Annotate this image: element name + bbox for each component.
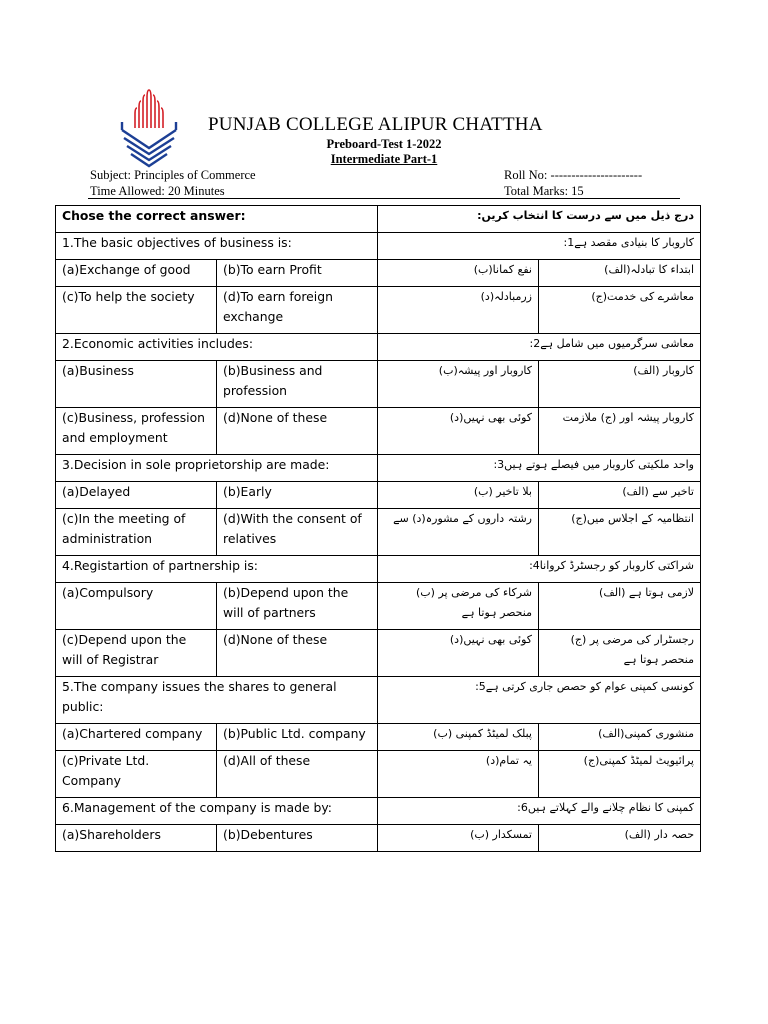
test-title: Preboard-Test 1-2022 bbox=[326, 137, 442, 151]
option-ur-left: کوئی بھی نہیں(د) bbox=[378, 408, 539, 455]
option-en-right: (b)Public Ltd. company bbox=[217, 724, 378, 751]
question-en: 3.Decision in sole proprietorship are made: bbox=[56, 455, 378, 482]
options-row bbox=[56, 361, 701, 408]
option-ur-left: نفع کمانا(ب) bbox=[378, 260, 539, 287]
option-ur-right: ابتداء کا تبادلہ(الف) bbox=[539, 260, 701, 287]
option-en-right: (d)With the consent of relatives bbox=[217, 509, 378, 556]
options-row bbox=[56, 482, 701, 509]
subject-label: Subject: Principles of Commerce bbox=[90, 168, 256, 182]
options-row bbox=[56, 260, 701, 287]
options-row bbox=[56, 287, 701, 334]
options-row bbox=[56, 630, 701, 677]
college-title: PUNJAB COLLEGE ALIPUR CHATTHA bbox=[208, 114, 543, 135]
option-en-right: (b)To earn Profit bbox=[217, 260, 378, 287]
option-en-left: (a)Shareholders bbox=[56, 825, 217, 852]
option-ur-left: بلا تاخیر (ب) bbox=[378, 482, 539, 509]
question-row bbox=[56, 334, 701, 361]
option-en-left: (a)Compulsory bbox=[56, 583, 217, 630]
option-en-right: (b)Business and profession bbox=[217, 361, 378, 408]
option-ur-left: شرکاء کی مرضی پر (ب) منحصر ہوتا ہے bbox=[378, 583, 539, 630]
option-en-left: (c)In the meeting of administration bbox=[56, 509, 217, 556]
instruction-en: Chose the correct answer: bbox=[56, 206, 378, 233]
options-row bbox=[56, 825, 701, 852]
question-ur: کاروبار کا بنیادی مقصد ہے1: bbox=[378, 233, 701, 260]
option-en-left: (a)Chartered company bbox=[56, 724, 217, 751]
option-ur-right: تاخیر سے (الف) bbox=[539, 482, 701, 509]
options-row bbox=[56, 751, 701, 798]
option-ur-right: پرائیویٹ لمیٹڈ کمپنی(ج) bbox=[539, 751, 701, 798]
option-ur-left: تمسکدار (ب) bbox=[378, 825, 539, 852]
option-en-right: (b)Depend upon the will of partners bbox=[217, 583, 378, 630]
question-en: 1.The basic objectives of business is: bbox=[56, 233, 378, 260]
option-ur-left: زرمبادلہ(د) bbox=[378, 287, 539, 334]
option-ur-right: لازمی ہوتا ہے (الف) bbox=[539, 583, 701, 630]
question-ur: معاشی سرگرمیوں میں شامل ہے2: bbox=[378, 334, 701, 361]
option-en-right: (b)Debentures bbox=[217, 825, 378, 852]
question-row bbox=[56, 677, 701, 724]
option-ur-right: کاروبار (الف) bbox=[539, 361, 701, 408]
options-row bbox=[56, 724, 701, 751]
mcq-table bbox=[55, 205, 701, 852]
option-en-right: (b)Early bbox=[217, 482, 378, 509]
question-en: 2.Economic activities includes: bbox=[56, 334, 378, 361]
total-marks-label: Total Marks: 15 bbox=[504, 184, 584, 198]
instruction-row bbox=[56, 206, 701, 233]
time-allowed-label: Time Allowed: 20 Minutes bbox=[90, 184, 225, 198]
question-ur: کمپنی کا نظام چلانے والے کہلاتے ہیں6: bbox=[378, 798, 701, 825]
question-ur: کونسی کمپنی عوام کو حصص جاری کرتی ہے5: bbox=[378, 677, 701, 724]
roll-no-label: Roll No: ---------------------- bbox=[504, 168, 643, 182]
question-row bbox=[56, 556, 701, 583]
question-ur: واحد ملکیتی کاروبار میں فیصلے ہوتے ہیں3: bbox=[378, 455, 701, 482]
option-en-left: (c)Depend upon the will of Registrar bbox=[56, 630, 217, 677]
options-row bbox=[56, 408, 701, 455]
question-en: 4.Registartion of partnership is: bbox=[56, 556, 378, 583]
option-ur-left: کاروبار اور پیشہ(ب) bbox=[378, 361, 539, 408]
option-ur-left: کوئی بھی نہیں(د) bbox=[378, 630, 539, 677]
option-ur-left: پبلک لمیٹڈ کمپنی (ب) bbox=[378, 724, 539, 751]
option-ur-right: کاروبار پیشہ اور (ج) ملازمت bbox=[539, 408, 701, 455]
header-divider bbox=[88, 198, 680, 199]
instruction-ur: درج ذیل میں سے درست کا انتخاب کریں: bbox=[378, 206, 701, 233]
option-en-left: (c)Business, profession and employment bbox=[56, 408, 217, 455]
option-en-left: (a)Exchange of good bbox=[56, 260, 217, 287]
question-en: 5.The company issues the shares to general public: bbox=[56, 677, 378, 724]
question-ur: شراکتی کاروبار کو رجسٹرڈ کروانا4: bbox=[378, 556, 701, 583]
question-row bbox=[56, 233, 701, 260]
option-ur-right: رجسٹرار کی مرضی پر (ج) منحصر ہوتا ہے bbox=[539, 630, 701, 677]
option-en-left: (a)Business bbox=[56, 361, 217, 408]
options-row bbox=[56, 583, 701, 630]
option-en-left: (c)To help the society bbox=[56, 287, 217, 334]
option-ur-right: انتظامیہ کے اجلاس میں(ج) bbox=[539, 509, 701, 556]
option-ur-right: حصہ دار (الف) bbox=[539, 825, 701, 852]
option-en-left: (a)Delayed bbox=[56, 482, 217, 509]
option-en-right: (d)None of these bbox=[217, 408, 378, 455]
class-title: Intermediate Part-1 bbox=[330, 152, 438, 166]
option-ur-right: منشوری کمپنی(الف) bbox=[539, 724, 701, 751]
question-row bbox=[56, 798, 701, 825]
option-ur-left: یہ تمام(د) bbox=[378, 751, 539, 798]
option-en-right: (d)To earn foreign exchange bbox=[217, 287, 378, 334]
options-row bbox=[56, 509, 701, 556]
option-en-right: (d)None of these bbox=[217, 630, 378, 677]
option-en-left: (c)Private Ltd. Company bbox=[56, 751, 217, 798]
option-ur-left: رشتہ داروں کے مشورہ(د) سے bbox=[378, 509, 539, 556]
option-ur-right: معاشرے کی خدمت(ج) bbox=[539, 287, 701, 334]
option-en-right: (d)All of these bbox=[217, 751, 378, 798]
question-row bbox=[56, 455, 701, 482]
question-en: 6.Management of the company is made by: bbox=[56, 798, 378, 825]
